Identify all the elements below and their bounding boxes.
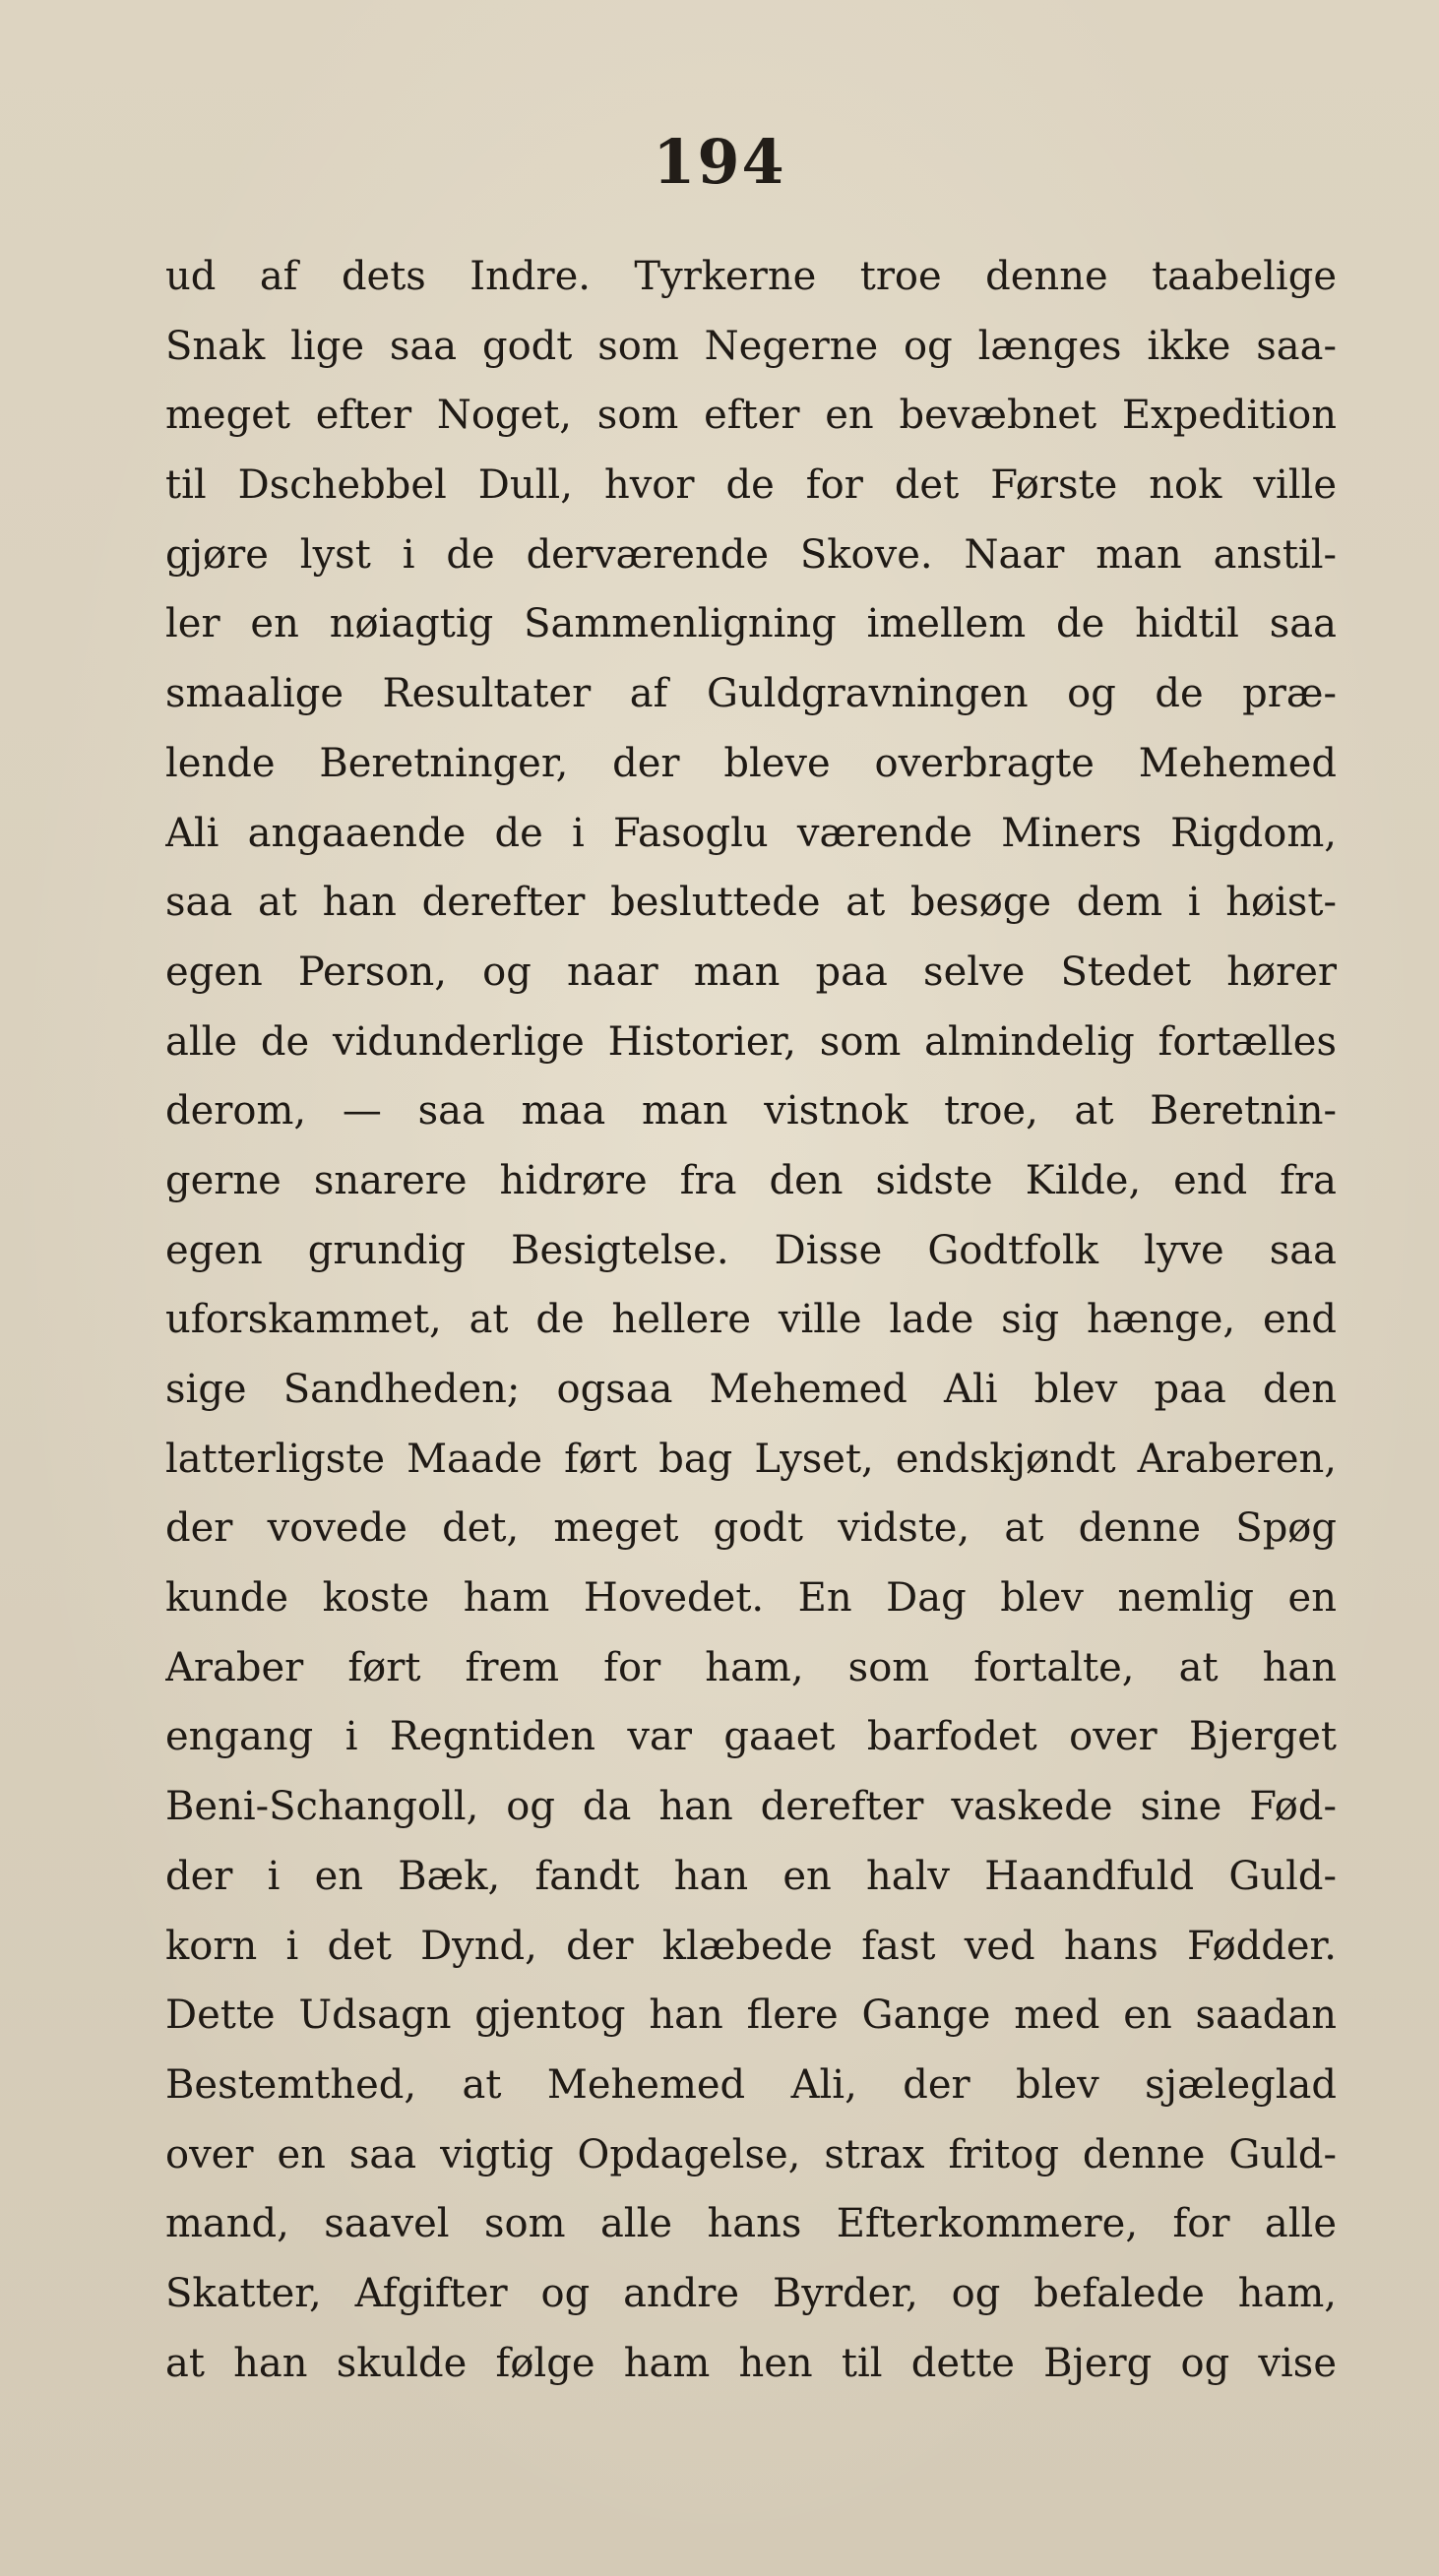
text-line: Araber ført frem for ham, som fortalte, at han xyxy=(165,1644,1337,1690)
text-line: gjøre lyst i de derværende Skove. Naar man anstil- xyxy=(165,531,1337,578)
text-line: engang i Regntiden var gaaet barfodet over Bjerget xyxy=(165,1714,1337,1760)
text-line: Skatter, Afgifter og andre Byrder, og befalede ham, xyxy=(165,2270,1337,2316)
text-line: sige Sandheden; ogsaa Mehemed Ali blev paa den xyxy=(165,1367,1337,1412)
text-line: ud af dets Indre. Tyrkerne troe denne taabelige xyxy=(165,254,1337,299)
text-line: latterligste Maade ført bag Lyset, endskjøndt Araberen, xyxy=(165,1436,1337,1482)
text-line: der i en Bæk, fandt han en halv Haandfuld Guld- xyxy=(165,1853,1337,1899)
text-line: uforskammet, at de hellere ville lade sig hænge, end xyxy=(165,1297,1337,1343)
text-line: saa at han derefter besluttede at besøge dem i høist- xyxy=(165,880,1337,926)
text-line: at han skulde følge ham hen til dette Bjerg og vise xyxy=(165,2340,1337,2386)
text-line: alle de vidunderlige Historier, som almindelig fortælles xyxy=(165,1018,1337,1065)
text-line: Beni-Schangoll, og da han derefter vaskede sine Fød- xyxy=(165,1784,1337,1830)
text-line: Dette Udsagn gjentog han flere Gange med en saadan xyxy=(165,1993,1337,2039)
text-line: meget efter Noget, som efter en bevæbnet Expedition xyxy=(165,393,1337,439)
text-line: kunde koste ham Hovedet. En Dag blev nemlig en xyxy=(165,1575,1337,1622)
text-line: til Dschebbel Dull, hvor de for det Første nok ville xyxy=(165,462,1337,509)
text-line: gerne snarere hidrøre fra den sidste Kilde, end fra xyxy=(165,1157,1337,1203)
page-number: 194 xyxy=(653,126,786,198)
text-line: Ali angaaende de i Fasoglu værende Miners Rigdom, xyxy=(165,810,1337,856)
text-line: der vovede det, meget godt vidste, at denne Spøg xyxy=(165,1505,1337,1552)
text-line: Bestemthed, at Mehemed Ali, der blev sjæleglad xyxy=(165,2061,1337,2108)
text-line: korn i det Dynd, der klæbede fast ved hans Fødder. xyxy=(165,1923,1337,1969)
text-line: Snak lige saa godt som Negerne og længes ikke saa- xyxy=(165,323,1337,369)
text-line: over en saa vigtig Opdagelse, strax fritog denne Guld- xyxy=(165,2131,1337,2177)
text-line: egen Person, og naar man paa selve Stedet hører xyxy=(165,949,1337,995)
text-line: lende Beretninger, der bleve overbragte Mehemed xyxy=(165,740,1337,786)
text-line: derom, — saa maa man vistnok troe, at Beretnin- xyxy=(165,1088,1337,1135)
text-line: smaalige Resultater af Guldgravningen og de præ- xyxy=(165,671,1337,717)
text-line: ler en nøiagtig Sammenligning imellem de hidtil saa xyxy=(165,601,1337,647)
text-line: egen grundig Besigtelse. Disse Godtfolk lyve saa xyxy=(165,1227,1337,1273)
text-line: mand, saavel som alle hans Efterkommere, for alle xyxy=(165,2201,1337,2247)
body-text xyxy=(165,242,1337,2398)
